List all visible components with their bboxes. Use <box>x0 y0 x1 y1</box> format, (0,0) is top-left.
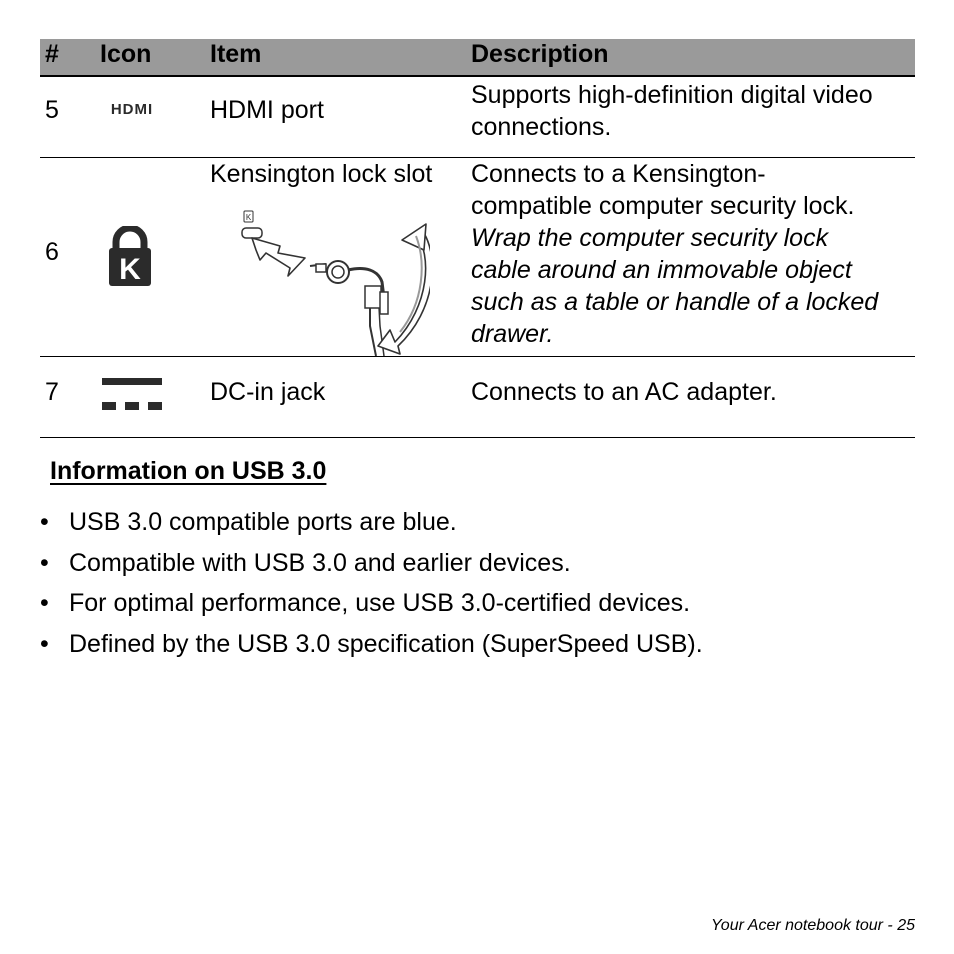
list-item: • Defined by the USB 3.0 specification (SuperSpeed USB). <box>40 629 703 658</box>
usb-info-list <box>40 506 703 668</box>
svg-text:K: K <box>245 213 252 222</box>
header-item: Item <box>210 40 262 68</box>
lock-illustration <box>230 206 430 356</box>
list-item: • USB 3.0 compatible ports are blue. <box>40 508 457 536</box>
header-icon: Icon <box>100 40 152 68</box>
table-row <box>40 357 915 438</box>
hdmi-icon <box>100 101 170 117</box>
item-description: Supports high-definition digital video connections. <box>471 81 873 141</box>
row-number: 6 <box>45 238 59 266</box>
row-number: 5 <box>45 96 59 124</box>
bullet: • <box>40 589 49 617</box>
svg-text:K: K <box>119 253 141 286</box>
dc-in-icon <box>100 378 170 416</box>
item-name: DC-in jack <box>210 378 326 406</box>
kensington-lock-icon <box>100 226 170 288</box>
table-row <box>40 77 915 158</box>
list-item: • For optimal performance, use USB 3.0-certified devices. <box>40 589 691 617</box>
item-name: Kensington lock slot <box>210 160 433 188</box>
header-description: Description <box>471 40 609 68</box>
bullet: • <box>40 508 49 536</box>
header-num: # <box>45 40 59 68</box>
row-number: 7 <box>45 378 59 406</box>
bullet: • <box>40 548 49 577</box>
table-row <box>40 158 915 357</box>
table-header <box>40 39 915 77</box>
section-heading: Information on USB 3.0 <box>50 457 327 485</box>
page-footer: Your Acer notebook tour - 25 <box>711 917 915 934</box>
svg-text:HDMI: HDMI <box>110 101 154 117</box>
ports-table <box>40 39 915 438</box>
item-description: Connects to an AC adapter. <box>471 378 777 406</box>
item-name: HDMI port <box>210 96 324 124</box>
item-description: Connects to a Kensington- compatible computer security lock. Wrap the computer security lock cable around an immovable object such as a table or handle of a locked drawer. <box>471 160 879 348</box>
bullet: • <box>40 629 49 658</box>
list-item: • Compatible with USB 3.0 and earlier devices. <box>40 548 571 577</box>
